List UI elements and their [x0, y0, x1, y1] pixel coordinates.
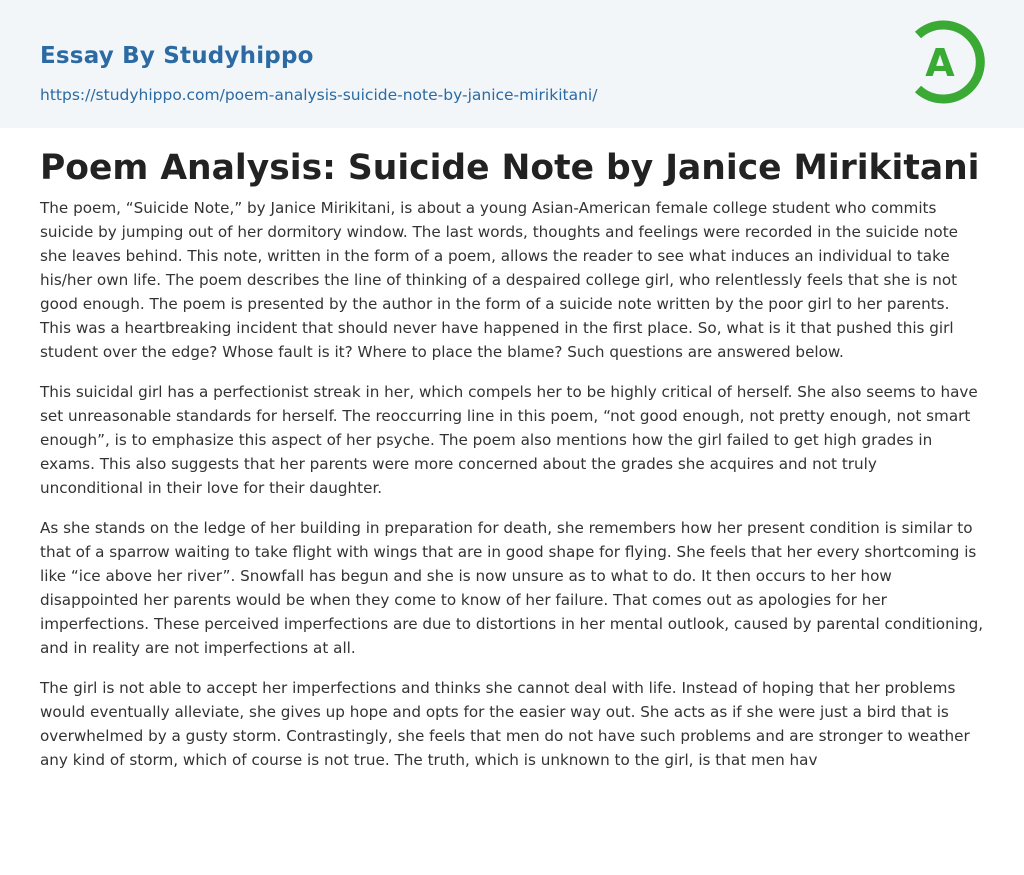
logo-letter: A — [925, 41, 955, 85]
article-content — [40, 146, 984, 772]
site-brand[interactable]: Essay By Studyhippo — [40, 43, 314, 69]
article-paragraph-3: As she stands on the ledge of her building in preparation for death, she remembers how her present condition is similar to that of a sparrow waiting to take flight with wings that are in good shape for flying. She feels that her every shortcoming is like “ice above her river”. Snowfall has begun and she is now unsure as to what to do. It then occurs to her how disappointed her parents would be when they come to know of her failure. That comes out as apologies for her imperfections. These perceived imperfections are due to distortions in her mental outlook, caused by parental conditioning, and in reality are not imperfections at all. — [40, 519, 984, 657]
site-header — [0, 0, 1024, 128]
article-paragraph-2: This suicidal girl has a perfectionist streak in her, which compels her to be highly critical of herself. She also seems to have set unreasonable standards for herself. The reoccurring line in this poem, “not good enough, not pretty enough, not smart enough”, is to emphasize this aspect of her psyche. The poem also mentions how the girl failed to get high grades in exams. This also suggests that her parents were more concerned about the grades she acquires and not truly unconditional in their love for their daughter. — [40, 383, 978, 497]
article-paragraph-1: The poem, “Suicide Note,” by Janice Mirikitani, is about a young Asian-American female college student who commits suicide by jumping out of her dormitory window. The last words, thoughts and feelings were recorded in the suicide note she leaves behind. This note, written in the form of a poem, allows the reader to see what induces an individual to take his/her own life. The poem describes the line of thinking of a despaired college girl, who relentlessly feels that she is not good enough. The poem is presented by the author in the form of a suicide note written by the poor girl to her parents. This was a heartbreaking incident that should never have happened in the first place. So, what is it that pushed this girl student over the edge? Whose fault is it? Where to place the blame? Such questions are answered below. — [40, 199, 958, 361]
article-title: Poem Analysis: Suicide Note by Janice Mirikitani — [40, 148, 980, 188]
studyhippo-logo-icon[interactable] — [912, 19, 986, 105]
article-paragraph-4: The girl is not able to accept her imperfections and thinks she cannot deal with life. Instead of hoping that her problems would eventually alleviate, she gives up hope and opts for the easier way out. She acts as if she were just a bird that is overwhelmed by a gusty storm. Contrastingly, she feels that men do not have such problems and are stronger to weather any kind of storm, which of course is not true. The truth, which is unknown to the girl, is that men hav — [40, 679, 970, 769]
essay-url-link[interactable]: https://studyhippo.com/poem-analysis-suicide-note-by-janice-mirikitani/ — [40, 86, 598, 104]
